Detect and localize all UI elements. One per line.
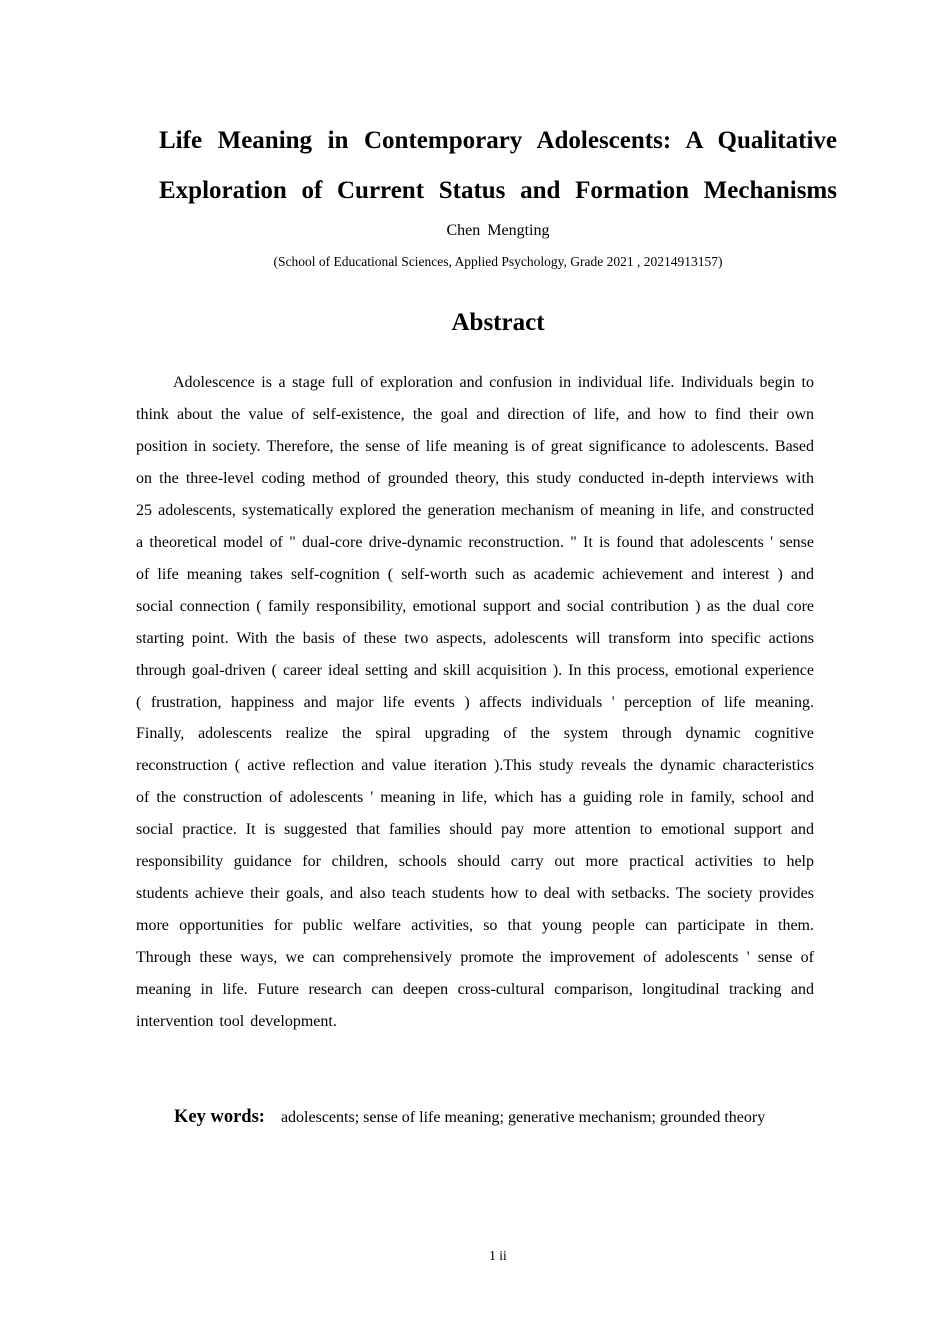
abstract-body: Adolescence is a stage full of exploration and confusion in individual life. Individuals begin to think about the value of self-existence, the goal and direction of life, and how to find their own position in society. Therefore, the sense of life meaning is of great significance to adolescents. Based on the three-level coding method of grounded theory, this study conducted in-depth interviews with 25 adolescents, systematically explored the generation mechanism of meaning in life, and constructed a theoretical model of " dual-core drive-dynamic reconstruction. " It is found that adolescents ' sense of life meaning takes self-cognition ( self-worth such as academic achievement and interest ) and social connection ( family responsibility, emotional support and social contribution ) as the dual core starting point. With the basis of these two aspects, adolescents will transform into specific actions through goal-driven ( career ideal setting and skill acquisition ). In this process, emotional experience ( frustration, happiness and major life events ) affects individuals ' perception of life meaning. Finally, adolescents realize the spiral upgrading of the system through dynamic cognitive reconstruction ( active reflection and value iteration ).This study reveals the dynamic characteristics of the construction of adolescents ' meaning in life, which has a guiding role in family, school and social practice. It is suggested that families should pay more attention to emotional support and responsibility guidance for children, schools should carry out more practical activities to help students achieve their goals, and also teach students how to deal with setbacks. The society provides more opportunities for public welfare activities, so that young people can participate in them. Through these ways, we can comprehensively promote the improvement of adolescents ' sense of meaning in life. Future research can deepen cross-cultural comparison, longitudinal tracking and intervention tool development. — [136, 374, 814, 1031]
abstract-heading: Abstract — [451, 309, 545, 336]
keywords-label: Key words: — [174, 1107, 265, 1127]
paper-title-line-2: Exploration of Current Status and Formation Mechanisms — [159, 177, 837, 204]
page-number: 1 ii — [489, 1248, 507, 1263]
keywords-line — [174, 1103, 814, 1132]
author-name: Chen Mengting — [446, 222, 550, 239]
keywords-value: adolescents; sense of life meaning; generative mechanism; grounded theory — [280, 1109, 766, 1126]
author-affiliation: (School of Educational Sciences, Applied Psychology, Grade 2021 , 20214913157) — [273, 254, 723, 269]
paper-title-line-1: Life Meaning in Contemporary Adolescents: A Qualitative — [159, 127, 837, 154]
